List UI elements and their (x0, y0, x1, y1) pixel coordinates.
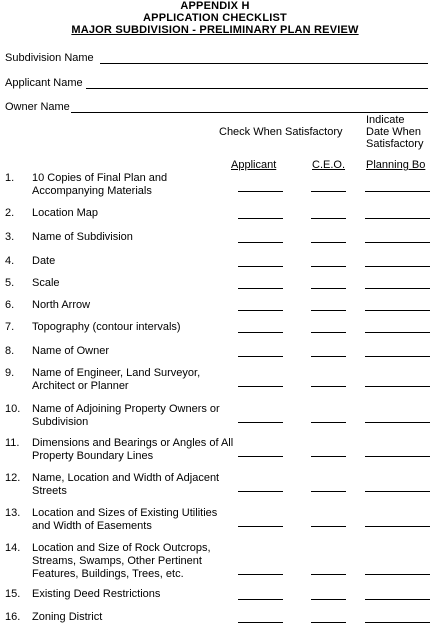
ceo-check-blank[interactable] (311, 386, 346, 387)
ceo-check-blank[interactable] (311, 218, 346, 219)
item-text: Name, Location and Width of Adjacent Streets (32, 472, 220, 497)
planning-board-date-blank[interactable] (365, 191, 430, 192)
ceo-check-blank[interactable] (311, 242, 346, 243)
item-number: 4. (5, 255, 15, 267)
applicant-check-blank[interactable] (238, 242, 283, 243)
planning-board-date-blank[interactable] (365, 622, 430, 623)
planning-board-date-blank[interactable] (365, 526, 430, 527)
planning-board-date-blank[interactable] (365, 242, 430, 243)
item-text: North Arrow (32, 299, 91, 311)
applicant-check-blank[interactable] (238, 288, 283, 289)
ceo-check-blank[interactable] (311, 491, 346, 492)
ceo-check-blank[interactable] (311, 288, 346, 289)
item-number: 1. (5, 172, 15, 184)
check-when-satisfactory-header: Check When Satisfactory (219, 126, 343, 138)
ceo-check-blank[interactable] (311, 422, 346, 423)
item-number: 11. (5, 437, 20, 449)
item-number: 10. (5, 403, 21, 415)
planning-board-date-blank[interactable] (365, 422, 430, 423)
item-number: 16. (5, 611, 21, 623)
item-text: Dimensions and Bearings or Angles of All Property Boundary Lines (32, 437, 234, 462)
ceo-check-blank[interactable] (311, 356, 346, 357)
ceo-check-blank[interactable] (311, 266, 346, 267)
appendix-title: APPENDIX H (180, 0, 250, 12)
ceo-check-blank[interactable] (311, 622, 346, 623)
item-text: Name of Engineer, Land Surveyor, Architect or Planner (32, 367, 201, 392)
planning-board-date-blank[interactable] (365, 332, 430, 333)
subdivision-name-field[interactable] (100, 63, 428, 64)
applicant-check-blank[interactable] (238, 356, 283, 357)
item-text: Scale (32, 277, 60, 289)
planning-board-date-blank[interactable] (365, 386, 430, 387)
indicate-header-line1: Indicate (366, 114, 405, 126)
ceo-check-blank[interactable] (311, 574, 346, 575)
planning-board-date-blank[interactable] (365, 288, 430, 289)
indicate-header-line2: Date When (366, 126, 422, 138)
review-title: MAJOR SUBDIVISION - PRELIMINARY PLAN REVIEW (71, 24, 359, 36)
applicant-check-blank[interactable] (238, 491, 283, 492)
applicant-name-label: Applicant Name (5, 77, 83, 89)
item-number: 12. (5, 472, 21, 484)
applicant-check-blank[interactable] (238, 456, 283, 457)
item-text: 10 Copies of Final Plan and Accompanying Materials (32, 172, 168, 197)
applicant-check-blank[interactable] (238, 332, 283, 333)
planning-board-column-header: Planning Bo (366, 159, 426, 171)
planning-board-date-blank[interactable] (365, 491, 430, 492)
item-number: 6. (5, 299, 15, 311)
applicant-check-blank[interactable] (238, 422, 283, 423)
ceo-check-blank[interactable] (311, 191, 346, 192)
item-number: 3. (5, 231, 15, 243)
item-number: 7. (5, 321, 15, 333)
applicant-check-blank[interactable] (238, 191, 283, 192)
applicant-column-header: Applicant (231, 159, 277, 171)
planning-board-date-blank[interactable] (365, 356, 430, 357)
applicant-check-blank[interactable] (238, 599, 283, 600)
applicant-check-blank[interactable] (238, 574, 283, 575)
ceo-check-blank[interactable] (311, 332, 346, 333)
item-number: 2. (5, 207, 15, 219)
planning-board-date-blank[interactable] (365, 310, 430, 311)
item-text: Name of Subdivision (32, 231, 133, 243)
checklist-title: APPLICATION CHECKLIST (143, 12, 287, 24)
applicant-check-blank[interactable] (238, 310, 283, 311)
applicant-check-blank[interactable] (238, 526, 283, 527)
item-number: 15. (5, 588, 21, 600)
planning-board-date-blank[interactable] (365, 456, 430, 457)
applicant-check-blank[interactable] (238, 622, 283, 623)
item-text: Name of Adjoining Property Owners or Subdivision (32, 403, 220, 428)
planning-board-date-blank[interactable] (365, 266, 430, 267)
planning-board-date-blank[interactable] (365, 574, 430, 575)
item-text: Location and Sizes of Existing Utilities and Width of Easements (32, 507, 218, 532)
item-number: 14. (5, 542, 21, 554)
applicant-check-blank[interactable] (238, 386, 283, 387)
item-text: Zoning District (32, 611, 103, 623)
item-text: Location and Size of Rock Outcrops, Streams, Swamps, Other Pertinent Features, Buildings, Trees, etc. (32, 542, 211, 580)
item-text: Location Map (32, 207, 99, 219)
ceo-check-blank[interactable] (311, 310, 346, 311)
planning-board-date-blank[interactable] (365, 218, 430, 219)
item-number: 8. (5, 345, 15, 357)
owner-name-field[interactable] (71, 112, 428, 113)
ceo-check-blank[interactable] (311, 599, 346, 600)
owner-name-label: Owner Name (5, 101, 70, 113)
item-number: 5. (5, 277, 15, 289)
ceo-check-blank[interactable] (311, 526, 346, 527)
ceo-column-header: C.E.O. (312, 159, 346, 171)
planning-board-date-blank[interactable] (365, 599, 430, 600)
applicant-check-blank[interactable] (238, 266, 283, 267)
item-number: 13. (5, 507, 21, 519)
item-text: Existing Deed Restrictions (32, 588, 161, 600)
item-text: Name of Owner (32, 345, 110, 357)
item-text: Date (32, 255, 56, 267)
subdivision-name-label: Subdivision Name (5, 52, 94, 64)
applicant-check-blank[interactable] (238, 218, 283, 219)
applicant-name-field[interactable] (86, 88, 428, 89)
item-number: 9. (5, 367, 15, 379)
indicate-header-line3: Satisfactory (366, 138, 424, 150)
ceo-check-blank[interactable] (311, 456, 346, 457)
item-text: Topography (contour intervals) (32, 321, 181, 333)
